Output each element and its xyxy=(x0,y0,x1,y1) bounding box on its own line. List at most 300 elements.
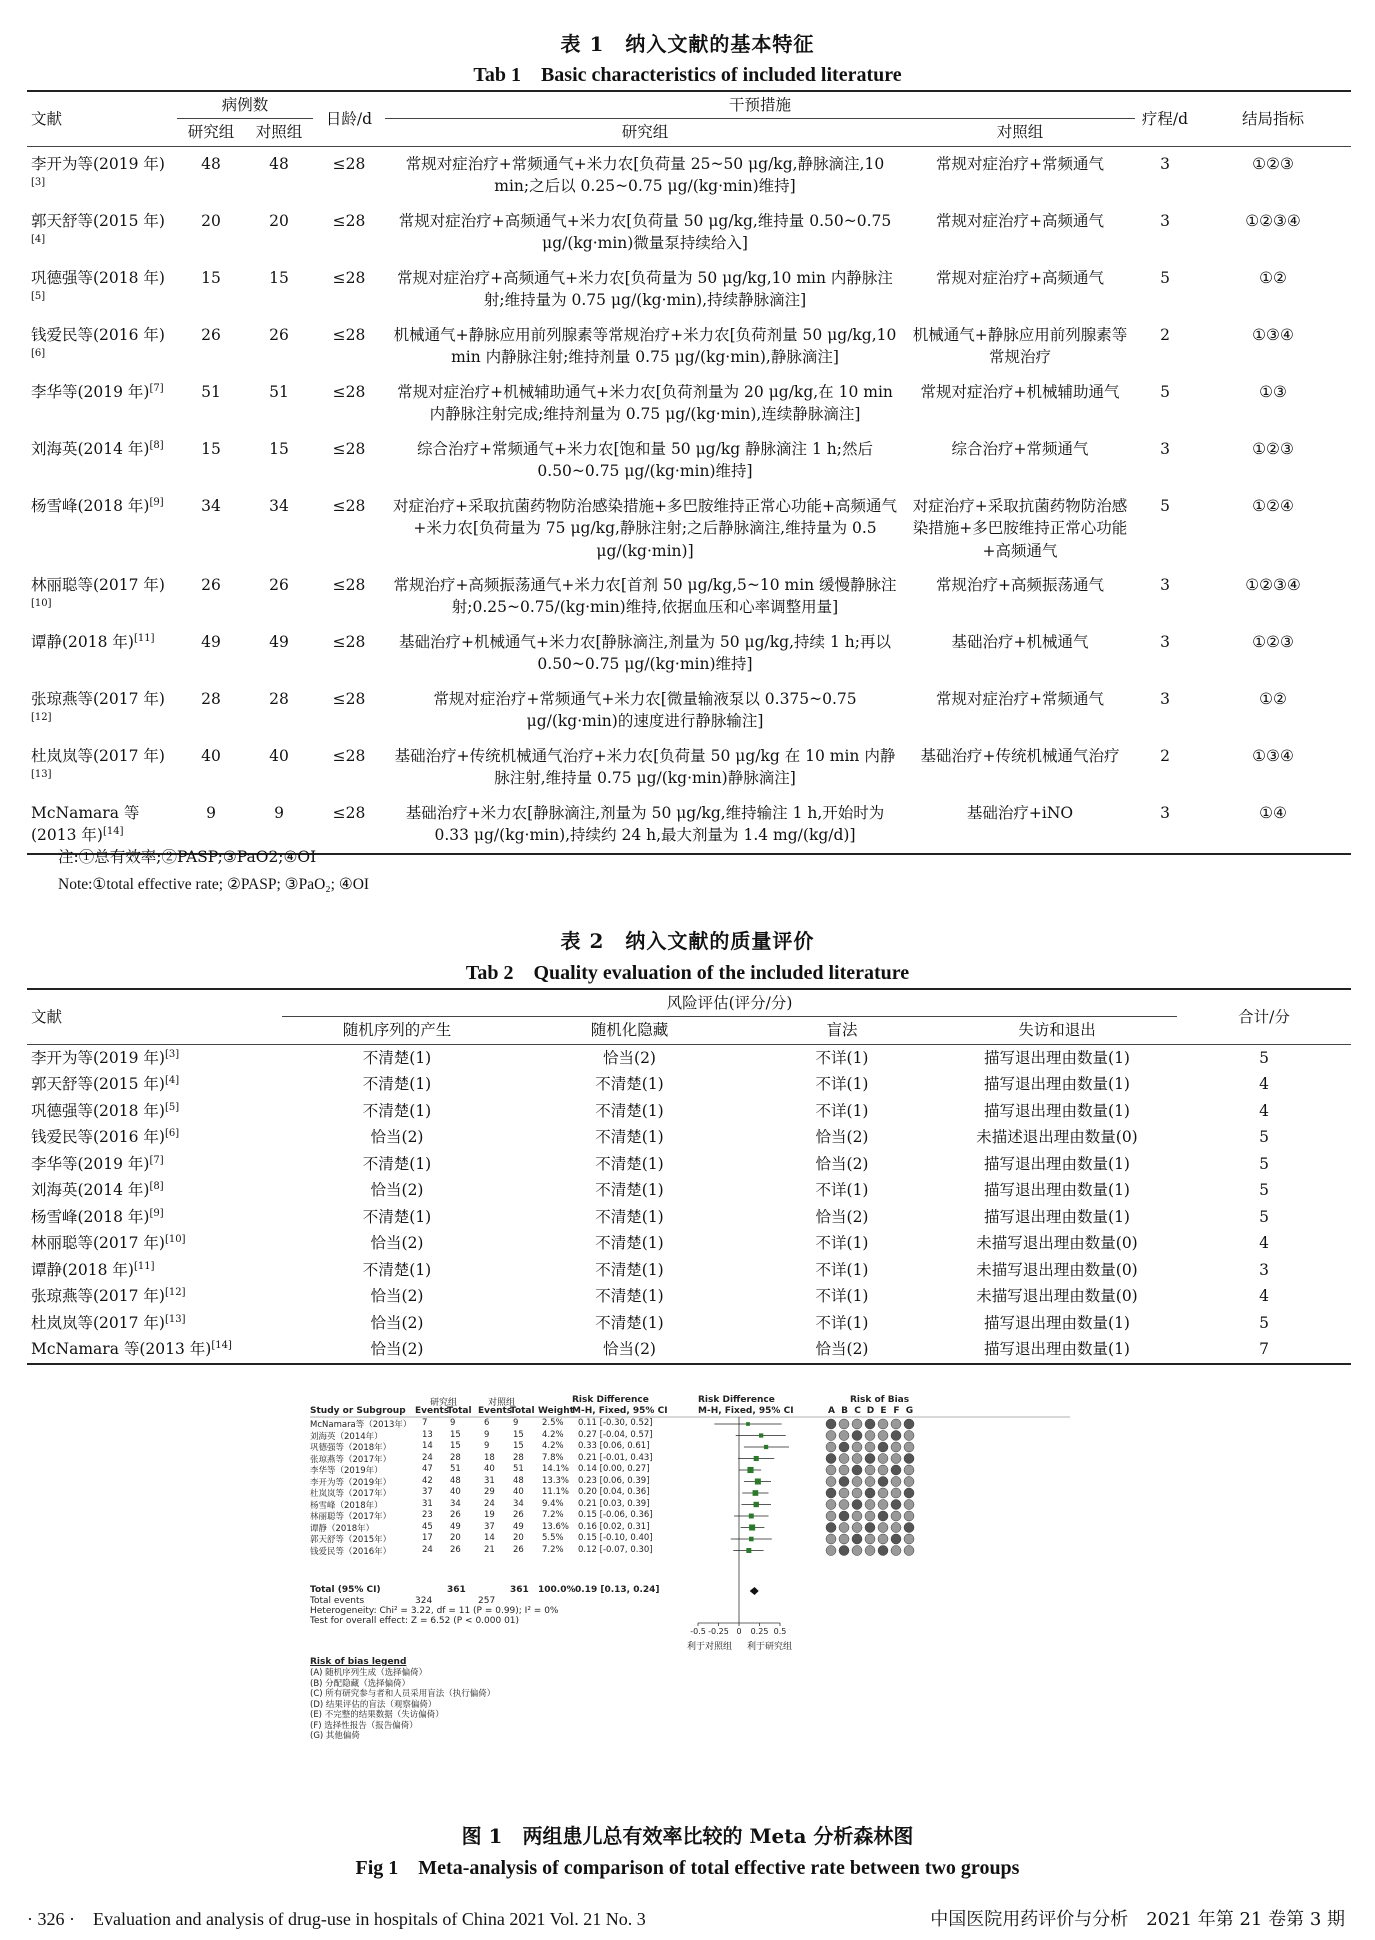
forest-bias-dot xyxy=(839,1477,849,1487)
forest-bias-dot xyxy=(826,1534,836,1544)
forest-bias-dot xyxy=(878,1454,888,1464)
t1-header-cases-control: 对照组 xyxy=(255,123,303,142)
cell-age: ≤28 xyxy=(332,689,366,708)
forest-bias-dot xyxy=(852,1488,862,1498)
cell-random: 不清楚(1) xyxy=(362,1075,432,1094)
forest-bias-dot xyxy=(826,1546,836,1556)
cell-blind: 不详(1) xyxy=(815,1260,869,1279)
forest-header-rd: Risk Difference xyxy=(572,1395,649,1405)
cell-outcome: ①③ xyxy=(1259,382,1287,401)
bias-letter-b: B xyxy=(841,1406,848,1416)
t1-header-int-study: 研究组 xyxy=(621,123,669,142)
study-ref: [8] xyxy=(149,439,164,451)
forest-bias-dot xyxy=(839,1546,849,1556)
cell-study xyxy=(27,375,177,432)
forest-events1: 23 xyxy=(422,1510,433,1520)
cell-int-study: 常规对症治疗+高频通气+米力农[负荷量为 50 μg/kg,10 min 内静脉注射;维持量为 0.75 μg/(kg·min),持续静脉滴注] xyxy=(397,268,893,310)
study-ref: [13] xyxy=(31,769,52,781)
cell-study xyxy=(27,1204,282,1230)
forest-legend-item: (E) 不完整的结果数据（失访偏倚） xyxy=(310,1710,444,1720)
study-ref: [4] xyxy=(31,234,46,246)
forest-plot xyxy=(310,1395,1070,1805)
forest-bias-dot xyxy=(826,1419,836,1429)
cell-total: 5 xyxy=(1259,1207,1269,1226)
t1-header-study: 文献 xyxy=(31,109,63,128)
forest-study-name: 钱爱民等（2016年） xyxy=(310,1546,392,1557)
cell-random: 不清楚(1) xyxy=(362,1101,432,1120)
cell-outcome: ①② xyxy=(1259,689,1287,708)
t1-body xyxy=(27,146,1351,853)
cell-course: 2 xyxy=(1160,746,1170,765)
forest-ci: 0.20 [0.04, 0.36] xyxy=(578,1487,650,1497)
cell-blind: 不详(1) xyxy=(815,1313,869,1332)
cell-total: 3 xyxy=(1259,1260,1269,1279)
cell-int-control: 对症治疗+采取抗菌药物防治感染措施+多巴胺维持正常心功能+高频通气 xyxy=(912,496,1128,560)
cell-total: 5 xyxy=(1259,1154,1269,1173)
forest-bias-dot xyxy=(839,1488,849,1498)
forest-bias-dot xyxy=(839,1511,849,1521)
cell-blind: 恰当(2) xyxy=(815,1154,869,1173)
table2-row xyxy=(27,1177,1351,1203)
forest-bias-dot xyxy=(839,1454,849,1464)
t1-header-course: 疗程/d xyxy=(1141,109,1189,128)
forest-bias-dot xyxy=(852,1477,862,1487)
forest-events1: 7 xyxy=(422,1418,428,1428)
cell-n1: 28 xyxy=(201,689,221,708)
bias-letter-e: E xyxy=(880,1406,887,1416)
forest-favours-right: 利于研究组 xyxy=(747,1642,793,1652)
cell-study xyxy=(27,568,177,625)
forest-bias-dot xyxy=(852,1523,862,1533)
cell-study xyxy=(27,1310,282,1336)
cell-conceal: 不清楚(1) xyxy=(595,1128,664,1147)
forest-study-name: 郭天舒等（2015年） xyxy=(310,1535,392,1545)
forest-total-events-label: Total events xyxy=(310,1596,365,1606)
forest-events2: 18 xyxy=(484,1452,495,1463)
forest-bias-dot xyxy=(865,1500,875,1510)
forest-bias-dot xyxy=(904,1442,914,1452)
bias-letter-g: G xyxy=(905,1406,914,1416)
cell-n1: 40 xyxy=(201,746,221,765)
cell-blind: 恰当(2) xyxy=(815,1340,869,1359)
forest-study-name: 李开为等（2019年） xyxy=(310,1477,392,1488)
cell-int-control: 综合治疗+常频通气 xyxy=(951,439,1089,458)
study-name: 谭静(2018 年) xyxy=(31,632,134,651)
cell-n2: 15 xyxy=(269,439,289,458)
cell-blind: 不详(1) xyxy=(815,1234,869,1253)
forest-bias-dot xyxy=(904,1546,914,1556)
study-name: 谭静(2018 年) xyxy=(31,1260,134,1279)
cell-blind: 不详(1) xyxy=(815,1075,869,1094)
forest-events1: 24 xyxy=(422,1452,433,1463)
forest-bias-dot xyxy=(839,1523,849,1533)
forest-events1: 31 xyxy=(422,1498,433,1509)
table2 xyxy=(27,988,1351,1365)
forest-bias-dot xyxy=(891,1431,901,1441)
forest-bias-dot xyxy=(865,1488,875,1498)
study-name: 林丽聪等(2017 年) xyxy=(31,1234,165,1253)
forest-study-name: 李华等（2019年） xyxy=(310,1466,383,1476)
study-name: 巩德强等(2018 年) xyxy=(31,268,165,287)
forest-bias-dot xyxy=(852,1419,862,1429)
study-name: 郭天舒等(2015 年) xyxy=(31,211,165,230)
cell-random: 恰当(2) xyxy=(370,1234,424,1253)
table2-row xyxy=(27,1257,1351,1283)
study-ref: [6] xyxy=(31,348,46,360)
cell-conceal: 不清楚(1) xyxy=(595,1207,664,1226)
cell-loss: 未描写退出理由数量(0) xyxy=(976,1287,1138,1306)
forest-point xyxy=(754,1502,759,1507)
forest-legend-item: (D) 结果评估的盲法（观察偏倚） xyxy=(310,1699,437,1710)
cell-course: 3 xyxy=(1160,211,1170,230)
forest-events2: 14 xyxy=(484,1533,495,1543)
forest-bias-dot xyxy=(904,1511,914,1521)
cell-n1: 15 xyxy=(201,268,221,287)
forest-bias-dot xyxy=(891,1419,901,1429)
table1-row xyxy=(27,625,1351,682)
forest-weight: 4.2% xyxy=(542,1429,564,1440)
forest-bias-dot xyxy=(891,1454,901,1464)
forest-bias-dot xyxy=(878,1546,888,1556)
study-name: 杜岚岚等(2017 年) xyxy=(31,1313,165,1332)
table2-row xyxy=(27,1151,1351,1177)
study-name: 郭天舒等(2015 年) xyxy=(31,1075,165,1094)
cell-int-study: 对症治疗+采取抗菌药物防治感染措施+多巴胺维持正常心功能+高频通气+米力农[负荷量为 75 μg/kg,静脉注射;之后静脉滴注,维持量为 0.5 μg/(kg·min)] xyxy=(393,496,897,560)
forest-weight: 5.5% xyxy=(542,1533,564,1543)
forest-bias-dot xyxy=(826,1511,836,1521)
cell-outcome: ①②④ xyxy=(1252,496,1294,515)
forest-bias-dot xyxy=(878,1534,888,1544)
table2-row xyxy=(27,1071,1351,1097)
cell-total: 4 xyxy=(1259,1075,1269,1094)
cell-study xyxy=(27,318,177,375)
cell-total: 4 xyxy=(1259,1287,1269,1306)
cell-study xyxy=(27,146,177,203)
table1-row xyxy=(27,682,1351,739)
cell-total: 5 xyxy=(1259,1313,1269,1332)
forest-header-rd-plot-sub: M-H, Fixed, 95% CI xyxy=(698,1406,794,1416)
forest-bias-dot xyxy=(891,1477,901,1487)
table1-row xyxy=(27,204,1351,261)
forest-total2: 48 xyxy=(513,1475,524,1486)
cell-int-control: 基础治疗+传统机械通气治疗 xyxy=(920,746,1120,765)
forest-point xyxy=(747,1467,753,1473)
cell-age: ≤28 xyxy=(332,632,366,651)
study-name: 刘海英(2014 年) xyxy=(31,1181,150,1200)
table2-row xyxy=(27,1044,1351,1071)
cell-n1: 26 xyxy=(201,325,221,344)
forest-bias-dot xyxy=(865,1431,875,1441)
cell-age: ≤28 xyxy=(332,382,366,401)
forest-total1: 20 xyxy=(450,1533,461,1543)
forest-bias-dot xyxy=(891,1546,901,1556)
cell-course: 5 xyxy=(1160,268,1170,287)
cell-blind: 恰当(2) xyxy=(815,1128,869,1147)
cell-course: 5 xyxy=(1160,382,1170,401)
cell-age: ≤28 xyxy=(332,325,366,344)
forest-bias-dot xyxy=(865,1442,875,1452)
forest-events1: 13 xyxy=(422,1429,433,1440)
cell-conceal: 不清楚(1) xyxy=(595,1260,664,1279)
cell-total: 4 xyxy=(1259,1234,1269,1253)
forest-events1: 37 xyxy=(422,1487,433,1497)
cell-n2: 51 xyxy=(269,382,289,401)
forest-point xyxy=(754,1456,759,1461)
cell-int-study: 常规对症治疗+常频通气+米力农[负荷量 25~50 μg/kg,静脉滴注,10 min;之后以 0.25~0.75 μg/(kg·min)维持] xyxy=(405,154,885,196)
forest-weight: 2.5% xyxy=(542,1418,564,1428)
forest-events2: 29 xyxy=(484,1487,495,1497)
table2-row xyxy=(27,1204,1351,1230)
table1 xyxy=(27,90,1351,855)
forest-weight: 14.1% xyxy=(542,1464,570,1474)
forest-bias-dot xyxy=(878,1488,888,1498)
study-ref: [6] xyxy=(164,1128,180,1140)
cell-n2: 34 xyxy=(269,496,289,515)
forest-weight: 7.2% xyxy=(542,1544,564,1555)
cell-course: 2 xyxy=(1160,325,1170,344)
study-ref: [10] xyxy=(164,1234,186,1246)
figure-caption-cn: 图 1 两组患儿总有效率比较的 Meta 分析森林图 xyxy=(461,1824,914,1848)
forest-bias-dot xyxy=(826,1431,836,1441)
forest-bias-dot xyxy=(891,1534,901,1544)
forest-bias-dot xyxy=(891,1488,901,1498)
forest-bias-dot xyxy=(865,1465,875,1475)
cell-conceal: 不清楚(1) xyxy=(595,1154,664,1173)
forest-point xyxy=(746,1422,750,1426)
forest-total1: 26 xyxy=(450,1544,461,1555)
cell-random: 恰当(2) xyxy=(370,1340,424,1359)
forest-weight: 13.6% xyxy=(542,1521,570,1532)
forest-events1: 24 xyxy=(422,1544,433,1555)
cell-course: 3 xyxy=(1160,154,1170,173)
cell-age: ≤28 xyxy=(332,746,366,765)
cell-conceal: 恰当(2) xyxy=(603,1340,656,1359)
forest-total2: 40 xyxy=(513,1487,524,1497)
study-name: McNamara 等(2013 年) xyxy=(31,1340,212,1359)
forest-bias-dot xyxy=(826,1465,836,1475)
t2-body xyxy=(27,1044,1351,1363)
forest-point xyxy=(755,1478,761,1484)
study-name: 刘海英(2014 年) xyxy=(31,439,150,458)
forest-events2: 40 xyxy=(484,1464,495,1474)
forest-total1: 48 xyxy=(450,1475,461,1486)
cell-random: 恰当(2) xyxy=(370,1181,424,1200)
cell-conceal: 不清楚(1) xyxy=(595,1287,664,1306)
cell-n1: 49 xyxy=(201,632,221,651)
table2-row xyxy=(27,1098,1351,1124)
study-ref: [12] xyxy=(31,712,52,724)
cell-random: 恰当(2) xyxy=(370,1313,424,1332)
forest-bias-dot xyxy=(878,1431,888,1441)
study-name: 李开为等(2019 年) xyxy=(31,1048,165,1067)
forest-bias-dot xyxy=(839,1442,849,1452)
forest-bias-dot xyxy=(865,1546,875,1556)
forest-header-total1: Total xyxy=(447,1406,472,1416)
study-ref: [5] xyxy=(164,1101,180,1113)
forest-bias-dot xyxy=(839,1465,849,1475)
forest-study-name: 刘海英（2014年） xyxy=(310,1431,383,1442)
cell-loss: 描写退出理由数量(1) xyxy=(984,1075,1130,1094)
forest-total1: 15 xyxy=(450,1429,461,1440)
forest-bias-dot xyxy=(891,1500,901,1510)
forest-total-diamond xyxy=(750,1587,759,1595)
forest-legend-item: (G) 其他偏倚 xyxy=(310,1731,360,1741)
forest-total2: 34 xyxy=(513,1498,524,1509)
cell-int-study: 常规对症治疗+高频通气+米力农[负荷量 50 μg/kg,维持量 0.50~0.75 μg/(kg·min)微量泵持续给入] xyxy=(398,211,892,253)
forest-bias-dot xyxy=(878,1442,888,1452)
forest-point xyxy=(764,1445,768,1449)
study-ref: [14] xyxy=(102,826,124,838)
cell-outcome: ①②③④ xyxy=(1245,575,1301,594)
forest-ci: 0.12 [-0.07, 0.30] xyxy=(578,1544,653,1555)
cell-int-study: 基础治疗+传统机械通气治疗+米力农[负荷量 50 μg/kg 在 10 min 内静脉注射,维持量 0.75 μg/(kg·min)静脉滴注] xyxy=(394,746,896,788)
forest-study-name: 杨雪峰（2018年） xyxy=(310,1500,383,1511)
forest-events1: 14 xyxy=(422,1441,433,1451)
t1-header-age: 日龄/d xyxy=(325,109,373,128)
forest-header-rd-plot: Risk Difference xyxy=(698,1395,775,1405)
cell-outcome: ①④ xyxy=(1259,803,1287,822)
table2-row xyxy=(27,1230,1351,1256)
forest-weight: 7.8% xyxy=(542,1452,564,1463)
study-ref: [11] xyxy=(133,632,155,644)
cell-age: ≤28 xyxy=(332,496,366,515)
cell-age: ≤28 xyxy=(332,211,366,230)
forest-bias-dot xyxy=(891,1511,901,1521)
study-name: 张琼燕等(2017 年) xyxy=(31,1287,165,1306)
forest-header-bias: Risk of Bias xyxy=(850,1395,910,1405)
forest-bias-dot xyxy=(839,1431,849,1441)
forest-header-study: Study or Subgroup xyxy=(310,1406,406,1416)
forest-bias-dot xyxy=(839,1419,849,1429)
cell-study xyxy=(27,261,177,318)
cell-conceal: 不清楚(1) xyxy=(595,1181,664,1200)
study-ref: [11] xyxy=(133,1260,155,1272)
cell-int-study: 基础治疗+机械通气+米力农[静脉滴注,剂量为 50 μg/kg,持续 1 h;再以 0.50~0.75 μg/(kg·min)维持] xyxy=(399,632,891,674)
forest-ci: 0.33 [0.06, 0.61] xyxy=(578,1441,650,1451)
forest-legend-item: (C) 所有研究参与者和人员采用盲法（执行偏倚） xyxy=(310,1689,496,1699)
forest-legend xyxy=(310,1668,495,1742)
forest-bias-dot xyxy=(865,1477,875,1487)
cell-age: ≤28 xyxy=(332,439,366,458)
cell-study xyxy=(27,1151,282,1177)
forest-bias-dot xyxy=(865,1511,875,1521)
forest-point xyxy=(749,1537,754,1542)
cell-study xyxy=(27,1283,282,1309)
forest-bias-dot xyxy=(904,1488,914,1498)
t1-header-int-control: 对照组 xyxy=(996,123,1044,142)
cell-loss: 描写退出理由数量(1) xyxy=(984,1101,1130,1120)
cell-n1: 34 xyxy=(201,496,221,515)
study-name: 杜岚岚等(2017 年) xyxy=(31,746,165,765)
cell-study xyxy=(27,204,177,261)
forest-bias-dot xyxy=(852,1546,862,1556)
cell-loss: 未描述退出理由数量(0) xyxy=(976,1128,1138,1147)
cell-int-study: 常规对症治疗+常频通气+米力农[微量输液泵以 0.375~0.75 μg/(kg·min)的速度进行静脉输注] xyxy=(433,689,857,731)
forest-study-name: 巩德强等（2018年） xyxy=(310,1443,392,1453)
cell-loss: 描写退出理由数量(1) xyxy=(984,1048,1130,1067)
bias-letter-f: F xyxy=(893,1406,900,1416)
table2-row xyxy=(27,1336,1351,1363)
forest-header-events1: Events xyxy=(415,1406,450,1416)
cell-loss: 未描写退出理由数量(0) xyxy=(976,1234,1138,1253)
cell-int-study: 常规对症治疗+机械辅助通气+米力农[负荷剂量为 20 μg/kg,在 10 min 内静脉注射完成;维持剂量为 0.75 μg/(kg·min),连续静脉滴注] xyxy=(397,382,893,424)
cell-n2: 20 xyxy=(269,211,289,230)
table1-row xyxy=(27,568,1351,625)
forest-bias-dot xyxy=(891,1465,901,1475)
forest-total1: 28 xyxy=(450,1452,461,1463)
forest-ci: 0.15 [-0.06, 0.36] xyxy=(578,1510,653,1520)
forest-legend-item: (A) 随机序列生成（选择偏倚） xyxy=(310,1668,428,1678)
study-ref: [13] xyxy=(164,1313,186,1325)
forest-total-label: Total (95% CI) xyxy=(310,1585,381,1595)
cell-outcome: ①②③ xyxy=(1252,439,1294,458)
cell-study xyxy=(27,432,177,489)
cell-int-control: 机械通气+静脉应用前列腺素等常规治疗 xyxy=(912,325,1128,367)
cell-age: ≤28 xyxy=(332,803,366,822)
study-name: 钱爱民等(2016 年) xyxy=(31,325,165,344)
cell-random: 恰当(2) xyxy=(370,1287,424,1306)
study-ref: [5] xyxy=(31,291,46,303)
t2-header-conceal: 随机化隐藏 xyxy=(590,1021,669,1040)
forest-events2: 9 xyxy=(484,1429,490,1440)
cell-int-control: 常规对症治疗+常频通气 xyxy=(936,154,1104,173)
forest-bias-dot xyxy=(878,1419,888,1429)
cell-int-control: 常规治疗+高频振荡通气 xyxy=(936,575,1104,594)
forest-heterogeneity: Heterogeneity: Chi² = 3.22, df = 11 (P = 0.99); I² = 0% xyxy=(310,1606,559,1616)
table1-row xyxy=(27,146,1351,203)
t2-header-risk: 风险评估(评分/分) xyxy=(282,989,1177,1017)
forest-bias-dot xyxy=(891,1523,901,1533)
forest-bias-dot xyxy=(878,1511,888,1521)
forest-group-study: 研究组 xyxy=(430,1398,458,1408)
cell-random: 恰当(2) xyxy=(370,1128,424,1147)
forest-bias-dot xyxy=(826,1523,836,1533)
forest-total-events-e1: 324 xyxy=(415,1596,433,1606)
forest-bias-dot xyxy=(852,1500,862,1510)
forest-x-tick-label: 0.5 xyxy=(773,1627,787,1636)
footer-right: 中国医院用药评价与分析 2021 年第 21 卷第 3 期 xyxy=(930,1909,1345,1930)
t1-header-cases-study: 研究组 xyxy=(187,123,235,142)
cell-age: ≤28 xyxy=(332,575,366,594)
forest-bias-dot xyxy=(878,1477,888,1487)
forest-study-name: 林丽聪等（2017年） xyxy=(310,1512,392,1522)
cell-study xyxy=(27,1336,282,1363)
cell-conceal: 不清楚(1) xyxy=(595,1313,664,1332)
study-name: 李华等(2019 年) xyxy=(31,382,150,401)
forest-bias-dot xyxy=(826,1500,836,1510)
cell-n2: 28 xyxy=(269,689,289,708)
t2-header-total: 合计/分 xyxy=(1238,1007,1290,1026)
cell-n2: 40 xyxy=(269,746,289,765)
cell-n2: 15 xyxy=(269,268,289,287)
cell-conceal: 不清楚(1) xyxy=(595,1075,664,1094)
cell-outcome: ①②③ xyxy=(1252,632,1294,651)
forest-weight: 4.2% xyxy=(542,1441,564,1451)
forest-total1: 15 xyxy=(450,1441,461,1451)
cell-loss: 描写退出理由数量(1) xyxy=(984,1340,1130,1359)
cell-study xyxy=(27,1257,282,1283)
forest-bias-dot xyxy=(865,1454,875,1464)
forest-total1: 49 xyxy=(450,1521,461,1532)
study-ref: [12] xyxy=(164,1287,186,1298)
forest-bias-dot xyxy=(904,1523,914,1533)
forest-x-tick-label: -0.25 xyxy=(708,1627,729,1636)
study-name: 李华等(2019 年) xyxy=(31,1154,150,1173)
cell-study xyxy=(27,682,177,739)
study-ref: [14] xyxy=(211,1339,232,1351)
forest-x-tick-label: 0 xyxy=(736,1627,742,1636)
cell-study xyxy=(27,489,177,568)
